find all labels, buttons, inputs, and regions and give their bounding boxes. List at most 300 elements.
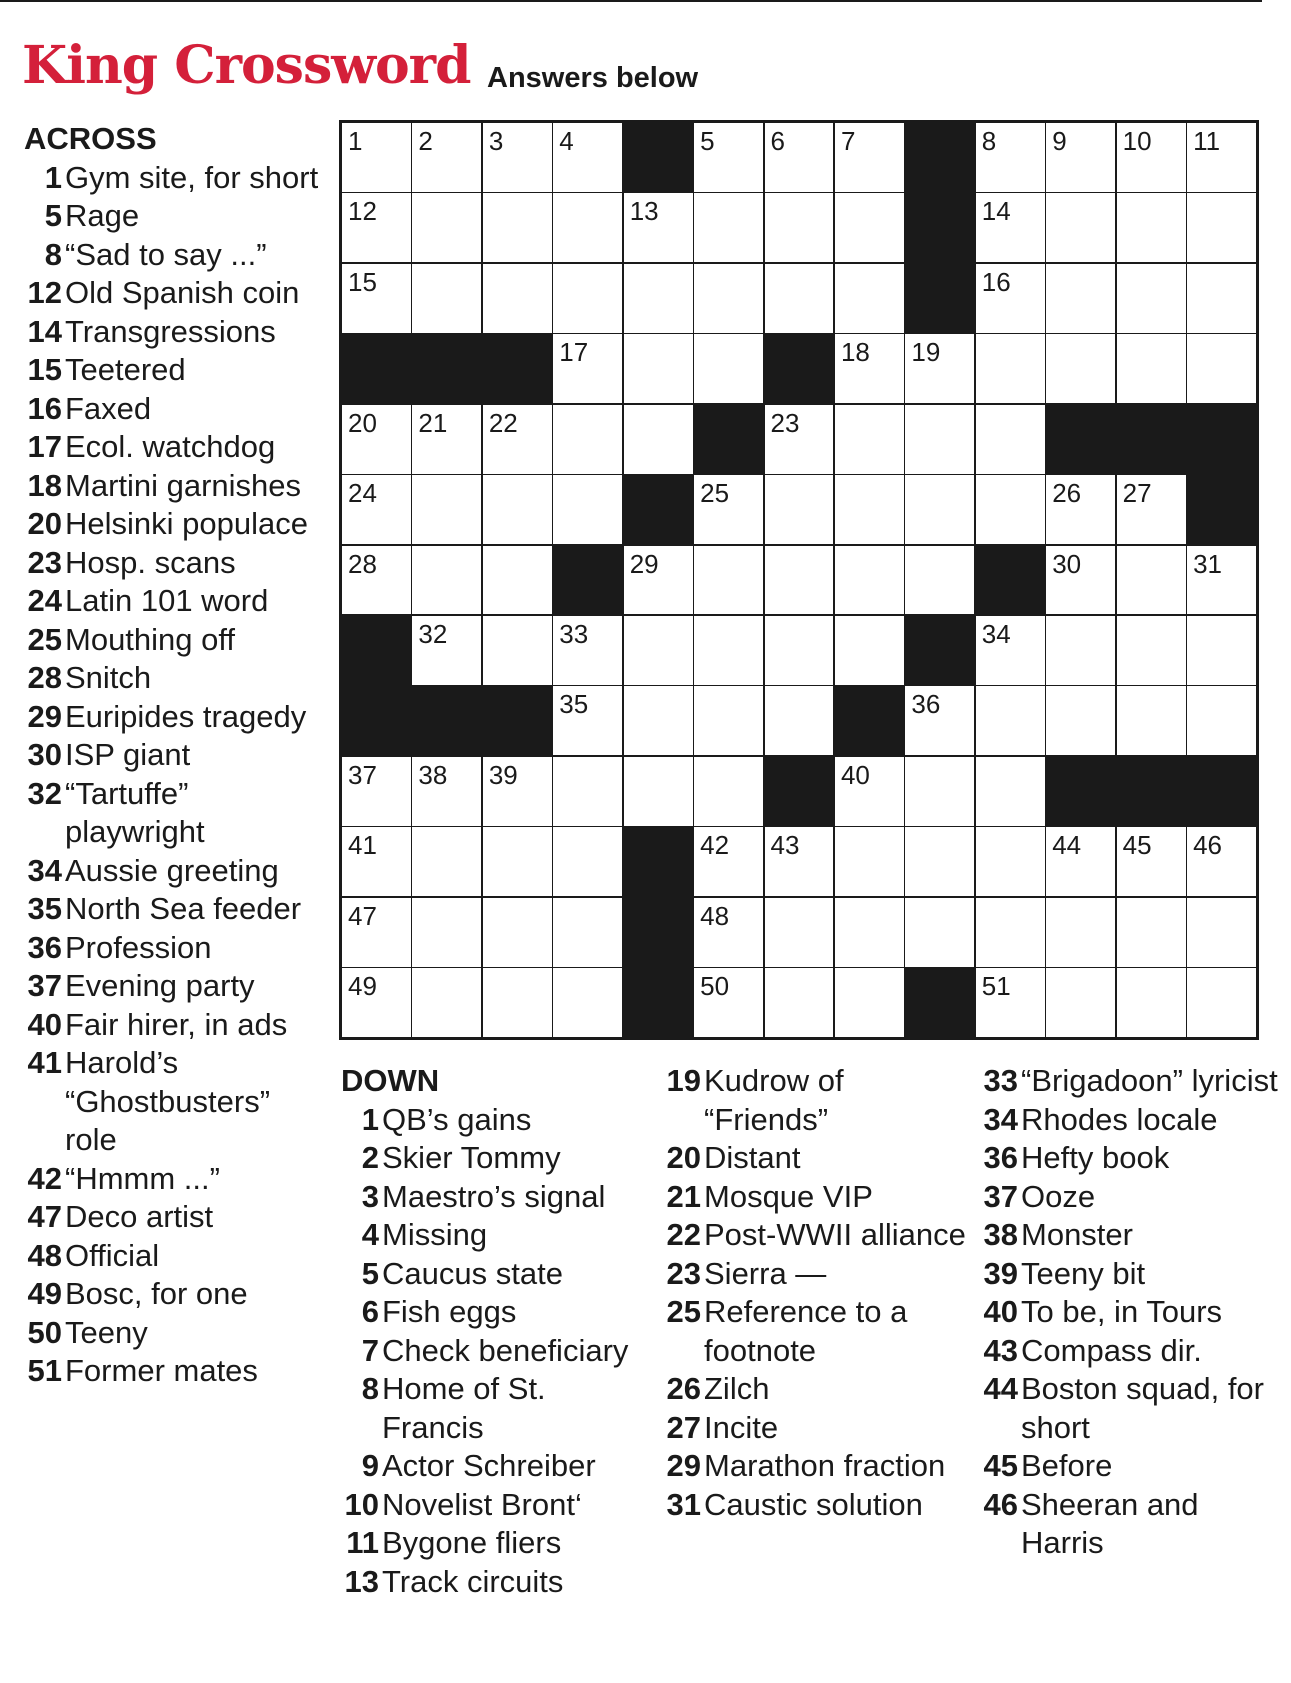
grid-cell[interactable] (1046, 334, 1115, 403)
grid-cell[interactable] (905, 686, 974, 755)
grid-cell[interactable] (1117, 686, 1186, 755)
clue-item (24, 1160, 324, 1199)
clue-number: 5 (361, 1255, 379, 1291)
clue-text: Caucus state (382, 1255, 563, 1291)
clue-number: 29 (27, 698, 62, 734)
grid-cell[interactable] (905, 475, 974, 544)
cell-number: 35 (559, 689, 589, 720)
grid-cell[interactable] (905, 898, 974, 967)
clue-number: 32 (27, 775, 62, 811)
grid-cell[interactable] (694, 757, 763, 826)
clue-item (24, 428, 324, 467)
clue-text: Former mates (65, 1353, 258, 1388)
clue-text: Deco artist (65, 1199, 214, 1234)
grid-cell[interactable] (412, 616, 481, 685)
grid-cell[interactable] (765, 405, 834, 474)
grid-cell[interactable] (976, 405, 1045, 474)
grid-cell[interactable] (1187, 193, 1256, 262)
clue-text: Snitch (65, 660, 152, 695)
cell-number: 27 (1122, 478, 1152, 509)
grid-cell[interactable] (1117, 193, 1186, 262)
black-square (1117, 757, 1186, 826)
grid-cell[interactable] (694, 193, 763, 262)
clue-number: 4 (361, 1217, 379, 1252)
grid-cell[interactable] (342, 827, 411, 896)
clue-text: Martini garnishes (65, 467, 302, 503)
cell-number: 26 (1052, 478, 1082, 509)
grid-cell[interactable] (976, 334, 1045, 403)
grid-cell[interactable] (1046, 546, 1115, 615)
grid-cell[interactable] (624, 546, 693, 615)
grid-cell[interactable] (1046, 475, 1115, 544)
clue-text: Actor Schreiber (382, 1448, 596, 1483)
clue-item (24, 621, 324, 660)
clue-text: Missing (382, 1217, 488, 1252)
grid-cell[interactable] (976, 968, 1045, 1037)
cell-number: 16 (981, 266, 1011, 297)
grid-cell[interactable] (483, 898, 552, 967)
grid-cell[interactable] (553, 475, 622, 544)
grid-cell[interactable] (342, 546, 411, 615)
clue-text: Bygone fliers (382, 1525, 562, 1560)
black-square (624, 898, 693, 967)
grid-cell[interactable] (835, 616, 904, 685)
clue-item (341, 1255, 651, 1294)
grid-cell[interactable] (553, 686, 622, 755)
clue-text: Evening party (65, 968, 255, 1003)
grid-cell[interactable] (835, 757, 904, 826)
cell-number: 48 (700, 900, 730, 931)
grid-cell[interactable] (342, 193, 411, 262)
grid-cell[interactable] (1046, 264, 1115, 333)
clue-number: 37 (983, 1178, 1018, 1214)
cell-number: 17 (559, 337, 589, 368)
grid-cell[interactable] (483, 264, 552, 333)
clue-text: Maestro’s signal (382, 1178, 606, 1214)
answers-note: Answers below (487, 62, 699, 94)
black-square (905, 123, 974, 192)
grid-cell[interactable] (553, 264, 622, 333)
grid-cell[interactable] (835, 968, 904, 1037)
black-square (905, 193, 974, 262)
clue-item (341, 1101, 651, 1140)
clue-number: 37 (27, 968, 62, 1003)
grid-cell[interactable] (342, 264, 411, 333)
grid-cell[interactable] (412, 193, 481, 262)
black-square (835, 686, 904, 755)
grid-cell[interactable] (976, 686, 1045, 755)
grid-cell[interactable] (694, 686, 763, 755)
clue-number: 15 (27, 352, 62, 387)
grid-cell[interactable] (483, 193, 552, 262)
grid-cell[interactable] (1046, 686, 1115, 755)
clue-number: 25 (27, 621, 62, 657)
clue-number: 5 (44, 198, 62, 233)
clue-text: Rhodes locale (1021, 1101, 1218, 1137)
grid-cell[interactable] (1187, 546, 1256, 615)
cell-number: 46 (1193, 830, 1222, 861)
clue-item (980, 1178, 1280, 1217)
grid-cell[interactable] (1187, 686, 1256, 755)
clue-item (24, 313, 324, 352)
clue-text: Latin 101 word (65, 583, 269, 618)
clue-item (24, 967, 324, 1006)
clue-number: 17 (27, 429, 62, 464)
grid-cell[interactable] (412, 898, 481, 967)
grid-cell[interactable] (342, 405, 411, 474)
cell-number: 39 (488, 759, 518, 790)
grid-cell[interactable] (976, 123, 1045, 192)
clue-text: Hosp. scans (65, 544, 236, 580)
clue-item (341, 1370, 651, 1447)
grid-cell[interactable] (483, 757, 552, 826)
black-square (1187, 757, 1256, 826)
cell-number: 14 (981, 196, 1011, 227)
grid-cell[interactable] (694, 475, 763, 544)
grid-cell[interactable] (483, 616, 552, 685)
grid-cell[interactable] (835, 334, 904, 403)
clue-item (24, 1352, 324, 1391)
grid-cell[interactable] (483, 475, 552, 544)
grid-cell[interactable] (624, 686, 693, 755)
grid-cell[interactable] (976, 616, 1045, 685)
grid-cell[interactable] (765, 123, 834, 192)
cell-number: 24 (348, 478, 377, 509)
grid-cell[interactable] (976, 475, 1045, 544)
crossword-grid[interactable] (339, 120, 1259, 1040)
grid-cell[interactable] (765, 968, 834, 1037)
grid-cell[interactable] (412, 264, 481, 333)
grid-cell[interactable] (765, 193, 834, 262)
black-square (976, 546, 1045, 615)
grid-cell[interactable] (342, 757, 411, 826)
clue-item (663, 1409, 973, 1448)
grid-cell[interactable] (1046, 968, 1115, 1037)
cell-number: 8 (981, 126, 997, 156)
grid-cell[interactable] (765, 898, 834, 967)
clue-text: Official (65, 1237, 160, 1273)
clue-text: Harold’s “Ghostbusters” role (65, 1045, 271, 1157)
grid-cell[interactable] (1046, 123, 1115, 192)
down-heading: DOWN (341, 1063, 440, 1098)
cell-number: 45 (1122, 830, 1152, 861)
black-square (694, 405, 763, 474)
grid-cell[interactable] (553, 757, 622, 826)
grid-cell[interactable] (483, 827, 552, 896)
grid-cell[interactable] (694, 968, 763, 1037)
grid-cell[interactable] (694, 264, 763, 333)
grid-cell[interactable] (342, 475, 411, 544)
grid-cell[interactable] (905, 757, 974, 826)
grid-cell[interactable] (1187, 898, 1256, 967)
cell-number: 20 (348, 407, 377, 438)
grid-cell[interactable] (624, 405, 693, 474)
clue-number: 34 (983, 1101, 1018, 1137)
clue-item (24, 1044, 324, 1160)
black-square (1046, 757, 1115, 826)
clue-text: Compass dir. (1021, 1332, 1202, 1368)
clue-item (663, 1486, 973, 1525)
grid-cell[interactable] (694, 334, 763, 403)
cell-number: 19 (911, 337, 941, 368)
clue-text: Sheeran and Harris (1021, 1486, 1199, 1560)
grid-cell[interactable] (1187, 123, 1256, 192)
grid-cell[interactable] (1187, 334, 1256, 403)
clue-text: Teetered (65, 352, 186, 387)
down-clues-col-1 (341, 1062, 651, 1601)
grid-cell[interactable] (835, 546, 904, 615)
black-square (1187, 405, 1256, 474)
clue-text: Bosc, for one (65, 1276, 248, 1311)
grid-cell[interactable] (1117, 475, 1186, 544)
grid-cell[interactable] (835, 264, 904, 333)
clue-number: 38 (983, 1217, 1018, 1252)
cell-number: 28 (348, 548, 377, 579)
grid-cell[interactable] (976, 757, 1045, 826)
clue-item (663, 1293, 973, 1370)
grid-cell[interactable] (412, 546, 481, 615)
grid-cell[interactable] (483, 405, 552, 474)
clue-text: Gym site, for short (65, 159, 319, 195)
grid-cell[interactable] (694, 546, 763, 615)
clue-item (341, 1139, 651, 1178)
cell-number: 36 (911, 689, 941, 720)
clue-item (24, 467, 324, 506)
grid-cell[interactable] (1046, 193, 1115, 262)
clue-number: 41 (27, 1045, 62, 1080)
clue-number: 11 (346, 1525, 379, 1560)
cell-number: 15 (348, 266, 377, 297)
grid-cell[interactable] (1117, 123, 1186, 192)
grid-cell[interactable] (1187, 616, 1256, 685)
grid-cell[interactable] (765, 616, 834, 685)
clue-text: Helsinki populace (65, 506, 308, 541)
clue-number: 25 (666, 1294, 701, 1329)
clue-number: 1 (44, 159, 62, 195)
clue-text: Hefty book (1021, 1140, 1170, 1175)
page-title: King Crossword (22, 35, 471, 96)
cell-number: 30 (1052, 548, 1082, 579)
cell-number: 32 (418, 618, 448, 649)
grid-cell[interactable] (483, 546, 552, 615)
down-clues-col-3 (980, 1062, 1280, 1563)
grid-cell[interactable] (1187, 264, 1256, 333)
grid-cell[interactable] (624, 757, 693, 826)
cell-number: 34 (981, 618, 1011, 649)
cell-number: 29 (629, 548, 659, 579)
grid-cell[interactable] (905, 405, 974, 474)
cell-number: 50 (700, 971, 730, 1002)
clue-number: 21 (666, 1178, 701, 1214)
clue-text: Distant (704, 1140, 801, 1175)
grid-cell[interactable] (412, 405, 481, 474)
clue-item (24, 236, 324, 275)
clue-number: 36 (27, 929, 62, 965)
down-clues-col-2 (663, 1062, 973, 1524)
clue-number: 2 (361, 1140, 379, 1175)
grid-cell[interactable] (765, 264, 834, 333)
clue-item (341, 1524, 651, 1563)
clue-item (980, 1447, 1280, 1486)
clue-item (24, 1237, 324, 1276)
grid-cell[interactable] (905, 827, 974, 896)
grid-cell[interactable] (976, 193, 1045, 262)
clue-text: Euripides tragedy (65, 698, 307, 734)
grid-cell[interactable] (976, 898, 1045, 967)
grid-cell[interactable] (1117, 334, 1186, 403)
grid-cell[interactable] (553, 123, 622, 192)
clue-item (24, 659, 324, 698)
clue-text: Caustic solution (704, 1486, 923, 1522)
cell-number: 43 (770, 830, 800, 861)
grid-cell[interactable] (412, 757, 481, 826)
clue-item (980, 1370, 1280, 1447)
clue-number: 8 (44, 236, 62, 272)
grid-cell[interactable] (624, 334, 693, 403)
grid-cell[interactable] (694, 616, 763, 685)
grid-cell[interactable] (835, 405, 904, 474)
cell-number: 31 (1193, 548, 1222, 579)
clue-item (663, 1062, 973, 1139)
clue-text: Skier Tommy (382, 1140, 561, 1175)
grid-cell[interactable] (765, 475, 834, 544)
cell-number: 7 (840, 126, 856, 156)
grid-cell[interactable] (553, 334, 622, 403)
grid-cell[interactable] (835, 475, 904, 544)
clue-number: 27 (666, 1409, 701, 1445)
black-square (342, 334, 411, 403)
grid-cell[interactable] (1117, 827, 1186, 896)
clue-item (663, 1447, 973, 1486)
grid-cell[interactable] (342, 898, 411, 967)
cell-number: 1 (348, 126, 363, 156)
grid-cell[interactable] (412, 968, 481, 1037)
clue-number: 6 (361, 1294, 379, 1329)
grid-cell[interactable] (553, 193, 622, 262)
cell-number: 11 (1193, 126, 1221, 156)
grid-cell[interactable] (342, 123, 411, 192)
clue-item (24, 505, 324, 544)
grid-cell[interactable] (835, 123, 904, 192)
grid-cell[interactable] (412, 475, 481, 544)
clue-number: 46 (983, 1486, 1018, 1522)
black-square (765, 757, 834, 826)
clue-text: Before (1021, 1448, 1113, 1483)
grid-cell[interactable] (694, 898, 763, 967)
black-square (1187, 475, 1256, 544)
clue-text: Incite (704, 1409, 779, 1445)
black-square (1117, 405, 1186, 474)
clue-text: Ecol. watchdog (65, 429, 276, 464)
clue-number: 7 (361, 1332, 379, 1368)
clue-number: 16 (27, 390, 62, 426)
grid-cell[interactable] (765, 686, 834, 755)
grid-cell[interactable] (624, 264, 693, 333)
grid-cell[interactable] (1117, 264, 1186, 333)
top-rule (0, 0, 1262, 2)
clue-item (24, 929, 324, 968)
clue-number: 48 (27, 1237, 62, 1273)
clue-item (24, 1314, 324, 1353)
black-square (483, 334, 552, 403)
clue-item (980, 1486, 1280, 1563)
clue-text: Fish eggs (382, 1294, 517, 1329)
cell-number: 37 (348, 759, 377, 790)
cell-number: 44 (1052, 830, 1082, 861)
grid-cell[interactable] (553, 898, 622, 967)
grid-cell[interactable] (694, 123, 763, 192)
grid-cell[interactable] (765, 546, 834, 615)
grid-cell[interactable] (835, 898, 904, 967)
grid-cell[interactable] (1046, 616, 1115, 685)
grid-cell[interactable] (976, 827, 1045, 896)
clue-text: Home of St. Francis (382, 1371, 546, 1445)
grid-cell[interactable] (694, 827, 763, 896)
grid-cell[interactable] (765, 827, 834, 896)
grid-cell[interactable] (1117, 898, 1186, 967)
grid-cell[interactable] (624, 193, 693, 262)
clue-item (24, 197, 324, 236)
clue-item (24, 852, 324, 891)
grid-cell[interactable] (835, 193, 904, 262)
grid-cell[interactable] (1117, 616, 1186, 685)
grid-cell[interactable] (1117, 546, 1186, 615)
clue-number: 36 (983, 1140, 1018, 1175)
black-square (905, 264, 974, 333)
grid-cell[interactable] (1046, 827, 1115, 896)
clue-text: Zilch (704, 1371, 770, 1406)
clue-item (663, 1178, 973, 1217)
clue-number: 23 (27, 544, 62, 580)
grid-cell[interactable] (553, 968, 622, 1037)
clue-number: 12 (27, 275, 62, 310)
grid-cell[interactable] (1117, 968, 1186, 1037)
clue-number: 14 (27, 313, 62, 349)
clue-text: Reference to a footnote (704, 1294, 908, 1368)
clue-number: 35 (27, 891, 62, 926)
grid-cell[interactable] (1187, 968, 1256, 1037)
grid-cell[interactable] (412, 827, 481, 896)
clue-text: “Sad to say ...” (65, 236, 267, 272)
grid-cell[interactable] (976, 264, 1045, 333)
grid-cell[interactable] (483, 123, 552, 192)
grid-cell[interactable] (905, 546, 974, 615)
grid-cell[interactable] (342, 968, 411, 1037)
black-square (905, 968, 974, 1037)
grid-cell[interactable] (553, 405, 622, 474)
clue-text: Kudrow of “Friends” (704, 1063, 844, 1137)
black-square (624, 475, 693, 544)
grid-cell[interactable] (553, 616, 622, 685)
black-square (1046, 405, 1115, 474)
cell-number: 4 (559, 126, 574, 156)
clue-item (24, 274, 324, 313)
cell-number: 23 (770, 407, 800, 438)
grid-cell[interactable] (1187, 827, 1256, 896)
black-square (342, 616, 411, 685)
grid-cell[interactable] (412, 123, 481, 192)
grid-cell[interactable] (553, 827, 622, 896)
grid-cell[interactable] (1046, 898, 1115, 967)
clue-item (341, 1216, 651, 1255)
grid-cell[interactable] (835, 827, 904, 896)
grid-cell[interactable] (905, 334, 974, 403)
cell-number: 40 (840, 759, 870, 790)
grid-cell[interactable] (483, 968, 552, 1037)
clue-item (24, 775, 324, 852)
black-square (342, 686, 411, 755)
grid-cell[interactable] (624, 616, 693, 685)
